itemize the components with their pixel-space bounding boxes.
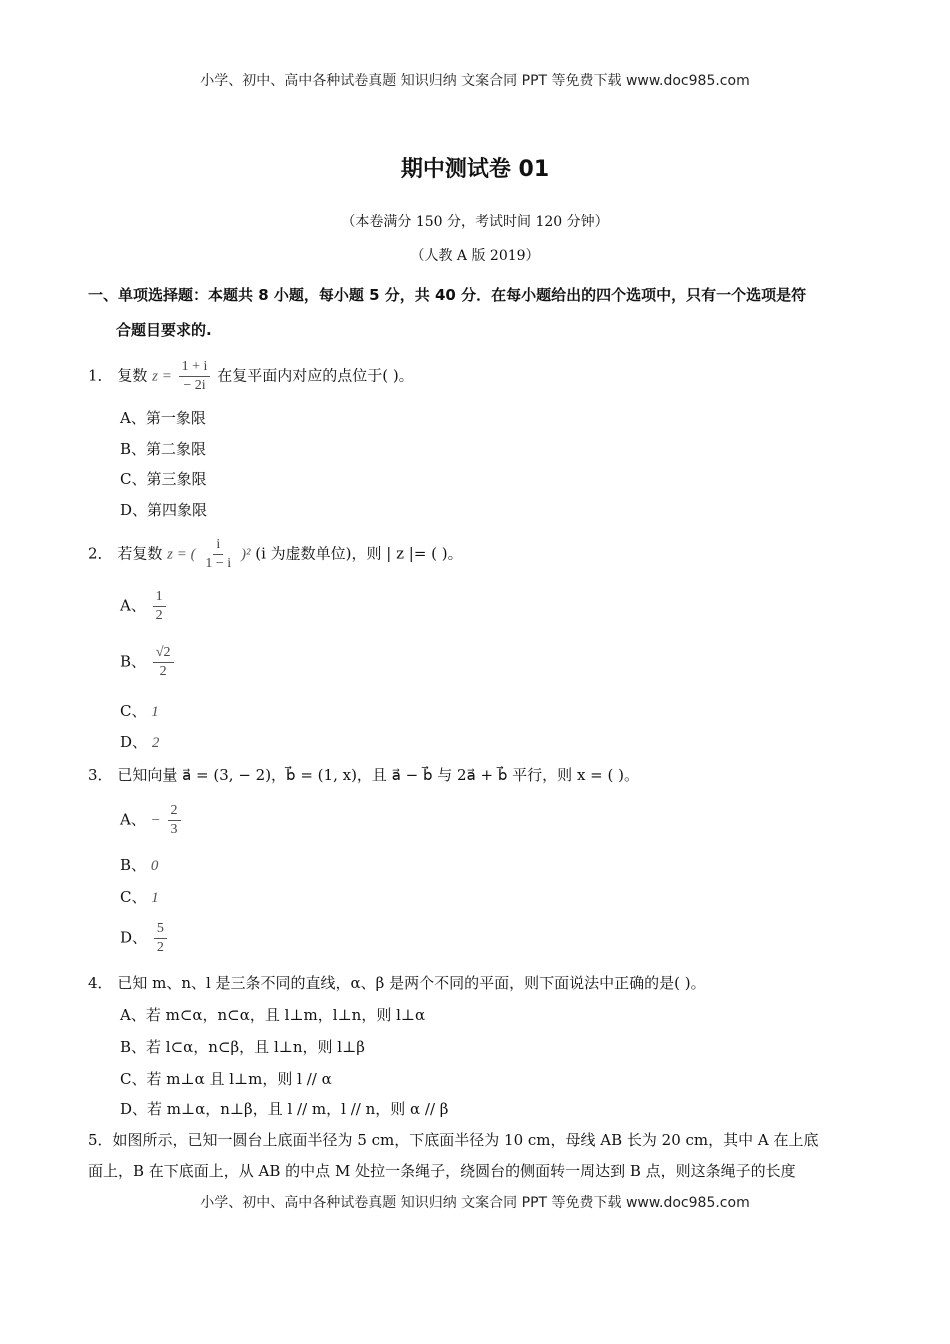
question-text: 若复数 xyxy=(117,544,163,563)
option-label: C、 xyxy=(120,888,147,906)
option-2a xyxy=(120,588,168,625)
option-label: B、 xyxy=(120,652,147,671)
question-number: 2． xyxy=(88,544,113,563)
question-5 xyxy=(88,1125,868,1187)
question-text: 在复平面内对应的点位于( )。 xyxy=(217,366,414,385)
denominator: 2 xyxy=(159,664,167,679)
section-line-2: 合题目要求的. xyxy=(116,321,212,339)
option-value: 1 xyxy=(151,890,159,906)
question-1 xyxy=(88,358,868,395)
question-text: 已知 m、n、l 是三条不同的直线，α、β 是两个不同的平面，则下面说法中正确的是( )。 xyxy=(117,974,706,992)
fraction xyxy=(179,358,211,395)
section-heading xyxy=(88,278,878,348)
math-expression: )² xyxy=(240,546,251,563)
numerator: i xyxy=(213,536,223,555)
option-1b: B、第二象限 xyxy=(120,440,207,458)
minus-sign: − xyxy=(150,812,161,829)
numerator: 1 + i xyxy=(179,358,211,377)
question-number: 1． xyxy=(88,366,113,385)
option-value: 1 xyxy=(151,704,159,720)
option-label: B、 xyxy=(120,856,147,874)
option-2c xyxy=(120,700,159,721)
denominator: − 2i xyxy=(183,378,206,393)
option-1a: A、第一象限 xyxy=(120,409,206,427)
fraction xyxy=(202,536,234,573)
option-4a: A、若 m⊂α，n⊂α，且 l⊥m，l⊥n，则 l⊥α xyxy=(120,1006,426,1024)
denominator: 2 xyxy=(155,608,163,623)
question-text: (i 为虚数单位)，则 | z |= ( )。 xyxy=(255,544,463,563)
question-text-line-1: 如图所示，已知一圆台上底面半径为 5 cm，下底面半径为 10 cm，母线 AB 长为 20 cm，其中 A 在上底 xyxy=(112,1131,819,1149)
math-expression: z = ( xyxy=(167,546,196,563)
numerator: 2 xyxy=(168,802,181,821)
option-label: D、 xyxy=(120,928,148,947)
fraction xyxy=(168,802,181,839)
numerator: 1 xyxy=(153,588,166,607)
option-3b xyxy=(120,854,158,875)
numerator: √2 xyxy=(153,644,174,663)
section-line-1: 一、单项选择题：本题共 8 小题，每小题 5 分，共 40 分．在每小题给出的四个选项中，只有一个选项是符 xyxy=(88,286,807,304)
numerator: 5 xyxy=(154,920,167,939)
question-text: 已知向量 a⃗ = (3, − 2)，b⃗ = (1, x)，且 a⃗ − b⃗ 与 2a⃗ + b⃗ 平行，则 x = ( )。 xyxy=(117,766,639,784)
option-2d xyxy=(120,731,159,752)
question-3 xyxy=(88,764,868,785)
denominator: 1 − i xyxy=(205,556,232,571)
option-3c xyxy=(120,886,159,907)
exam-info: （本卷满分 150 分，考试时间 120 分钟） xyxy=(341,214,609,230)
question-number: 3． xyxy=(88,766,113,784)
option-1d: D、第四象限 xyxy=(120,501,208,519)
top-banner: 小学、初中、高中各种试卷真题 知识归纳 文案合同 PPT 等免费下载 www.doc985.com xyxy=(200,73,750,89)
option-4c: C、若 m⊥α 且 l⊥m，则 l // α xyxy=(120,1070,332,1088)
question-text: 复数 xyxy=(117,366,148,385)
fraction xyxy=(153,644,174,681)
bottom-banner: 小学、初中、高中各种试卷真题 知识归纳 文案合同 PPT 等免费下载 www.doc985.com xyxy=(200,1195,750,1211)
question-number: 4． xyxy=(88,974,113,992)
option-3a xyxy=(120,802,183,839)
option-4b: B、若 l⊂α，n⊂β，且 l⊥n，则 l⊥β xyxy=(120,1038,365,1056)
math-expression: z = xyxy=(152,368,172,385)
fraction xyxy=(154,920,167,957)
option-label: A、 xyxy=(120,810,146,829)
fraction xyxy=(153,588,166,625)
denominator: 3 xyxy=(170,822,178,837)
question-number: 5． xyxy=(88,1131,113,1149)
option-value: 2 xyxy=(151,735,160,751)
question-4 xyxy=(88,972,868,993)
question-text-line-2: 面上，B 在下底面上，从 AB 的中点 M 处拉一条绳子，绕圆台的侧面转一周达到 B 点，则这条绳子的长度 xyxy=(88,1162,796,1180)
option-3d xyxy=(120,920,169,957)
option-4d: D、若 m⊥α，n⊥β，且 l // m，l // n，则 α // β xyxy=(120,1100,449,1118)
option-label: C、 xyxy=(120,702,147,720)
question-2 xyxy=(88,536,868,573)
option-label: D、 xyxy=(120,733,148,751)
option-label: A、 xyxy=(120,596,146,615)
option-1c: C、第三象限 xyxy=(120,470,207,488)
edition-info: （人教 A 版 2019） xyxy=(410,248,540,264)
denominator: 2 xyxy=(156,940,164,955)
option-value: 0 xyxy=(150,858,159,874)
option-2b xyxy=(120,644,176,681)
page-title: 期中测试卷 01 xyxy=(400,157,550,182)
